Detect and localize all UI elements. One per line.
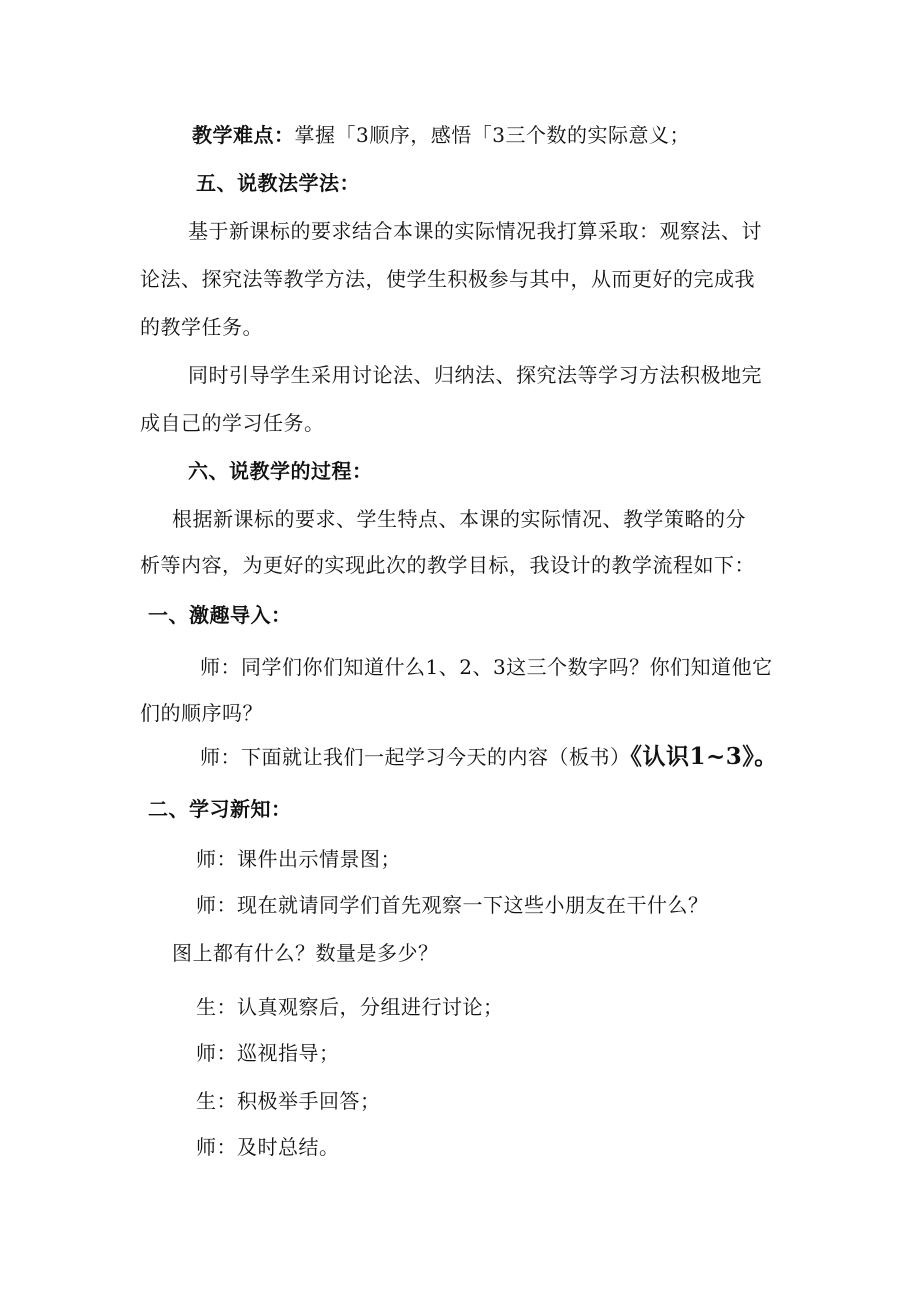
part-2-line6: 生：积极举手回答； [196,1089,381,1113]
part-2-line2: 师：现在就请同学们首先观察一下这些小朋友在干什么？ [196,893,709,917]
part-2-line1: 师：课件出示情景图； [196,847,401,871]
part-1-line3-prefix: 师：下面就让我们一起学习今天的内容（板书） [200,745,631,769]
teaching-difficulty [192,122,690,148]
part-1-line3 [200,744,778,770]
part-2-line3: 图上都有什么？数量是多少？ [172,941,439,965]
section-5-para1-line2: 论法、探究法等教学方法，使学生积极参与其中，从而更好的完成我 [140,267,755,291]
part-1-line2: 们的顺序吗？ [140,701,263,725]
part-2-line7: 师：及时总结。 [196,1135,340,1159]
section-6-intro-line1: 根据新课标的要求、学生特点、本课的实际情况、教学策略的分 [172,507,746,531]
section-6-intro-line2: 析等内容，为更好的实现此次的教学目标，我设计的教学流程如下： [140,553,755,577]
part-2-heading: 二、学习新知： [148,797,292,821]
part-2-line5: 师：巡视指导； [196,1041,340,1065]
lesson-title: 《认识1~3》。 [630,743,778,770]
part-1-line1: 师：同学们你们知道什么1、2、3这三个数字吗？你们知道他它 [200,655,773,679]
section-5-heading: 五、说教法学法： [196,171,360,195]
section-5-para1-line1: 基于新课标的要求结合本课的实际情况我打算采取：观察法、讨 [188,219,762,243]
section-5-para2-line2: 成自己的学习任务。 [140,411,325,435]
teaching-difficulty-text: 掌握「3顺序，感悟「3三个数的实际意义； [294,123,690,147]
section-6-heading: 六、说教学的过程： [188,459,373,483]
part-2-line4: 生：认真观察后，分组进行讨论； [196,995,504,1019]
teaching-difficulty-label: 教学难点： [192,123,295,147]
part-1-heading: 一、激趣导入： [148,603,292,627]
section-5-para2-line1: 同时引导学生采用讨论法、归纳法、探究法等学习方法积极地完 [188,363,762,387]
section-5-para1-line3: 的教学任务。 [140,315,263,339]
